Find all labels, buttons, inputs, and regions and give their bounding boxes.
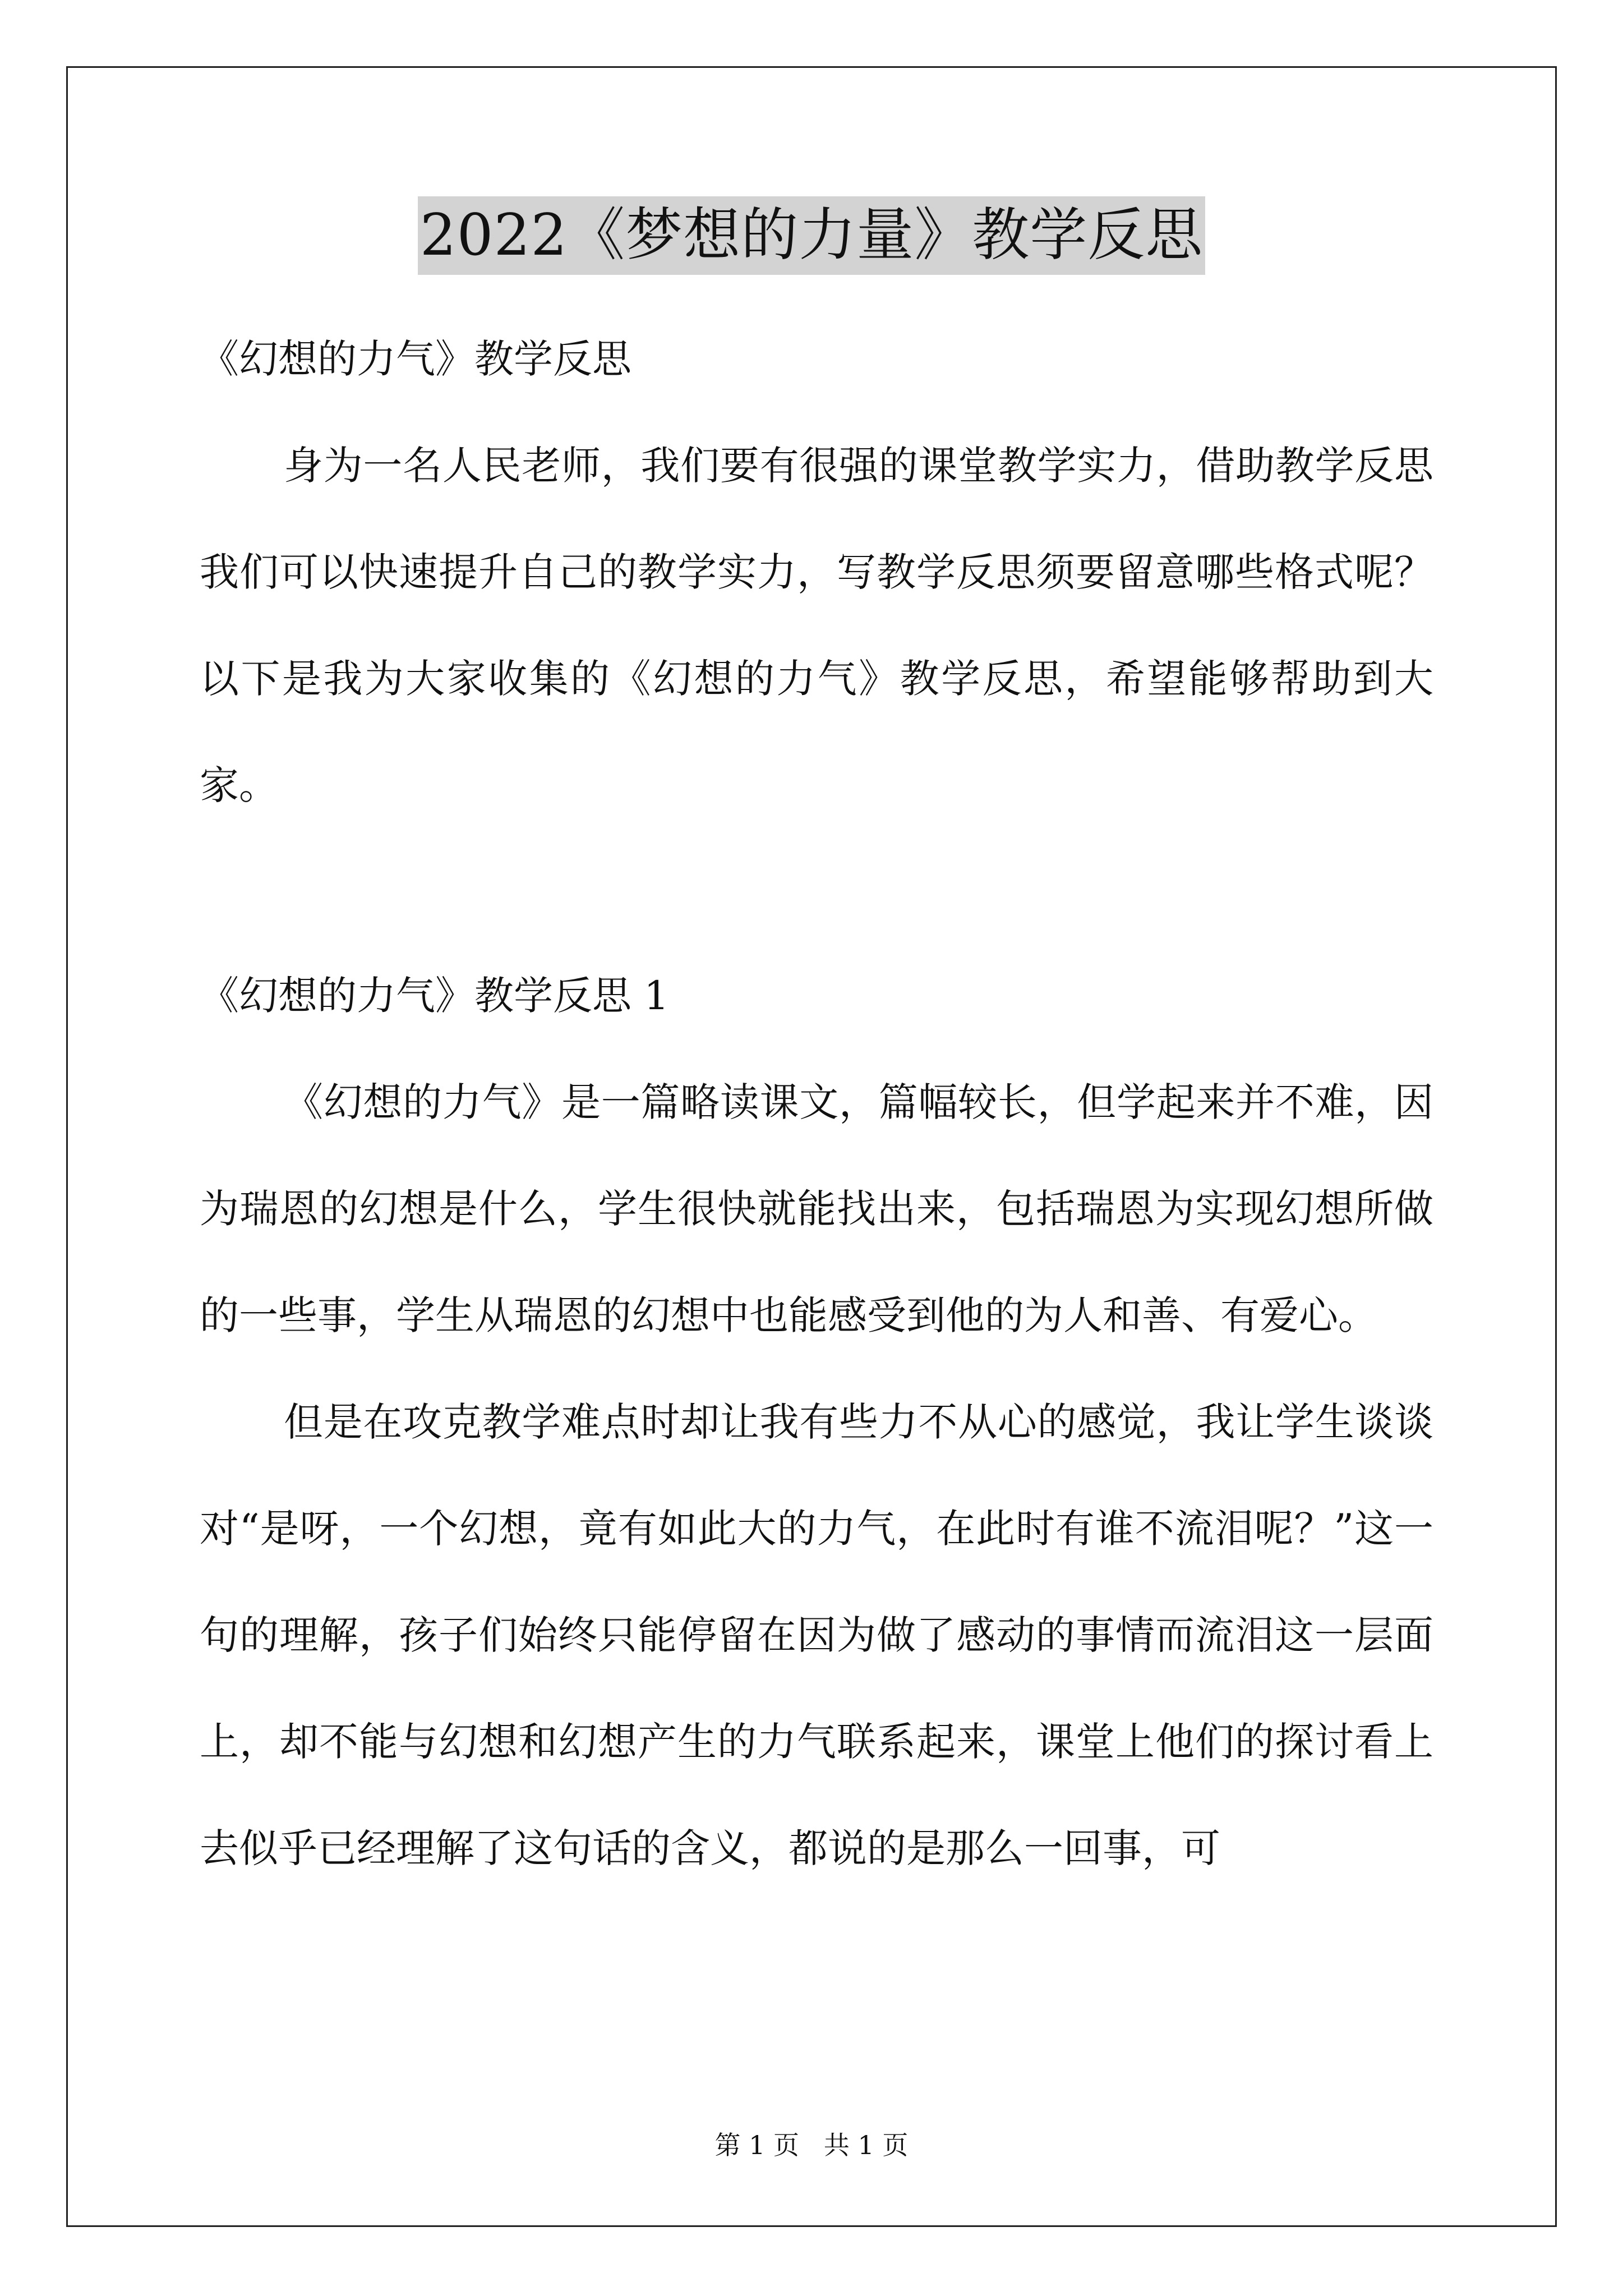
title-container <box>0 196 1623 275</box>
document-body <box>200 306 1433 1902</box>
section1-paragraph-2: 但是在攻克教学难点时却让我有些力不从心的感觉，我让学生谈谈对“是呀，一个幻想，竟有如此大的力气，在此时有谁不流泪呢？”这一句的理解，孩子们始终只能停留在因为做了感动的事情而流泪这一层面上，却不能与幻想和幻想产生的力气联系起来，课堂上他们的探讨看上去似乎已经理解了这句话的含义，都说的是那么一回事，可 <box>200 1399 1433 1871</box>
page-footer: 第 1 页 共 1 页 <box>714 2130 909 2160</box>
section-spacer <box>200 839 1433 942</box>
document-title: 2022《梦想的力量》教学反思 <box>418 196 1206 275</box>
intro-paragraph: 身为一名人民老师，我们要有很强的课堂教学实力，借助教学反思我们可以快速提升自己的教学实力，写教学反思须要留意哪些格式呢？以下是我为大家收集的《幻想的力气》教学反思，希望能够帮助到大家。 <box>200 443 1433 808</box>
section1-paragraph-1: 《幻想的力气》是一篇略读课文，篇幅较长，但学起来并不难，因为瑞恩的幻想是什么，学生很快就能找出来，包括瑞恩为实现幻想所做的一些事，学生从瑞恩的幻想中也能感受到他的为人和善、有爱心。 <box>200 1079 1433 1338</box>
section1-heading: 《幻想的力气》教学反思 1 <box>200 973 669 1019</box>
intro-heading: 《幻想的力气》教学反思 <box>200 336 631 382</box>
